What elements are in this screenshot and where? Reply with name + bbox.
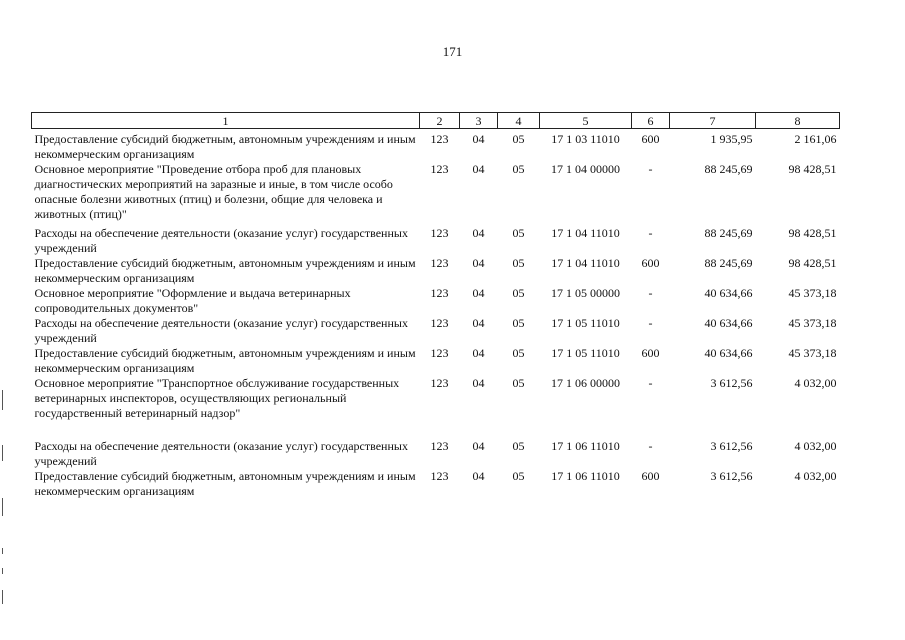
row-target-article: 17 1 04 11010: [551, 256, 620, 270]
header-row: [32, 113, 840, 129]
table-row: [32, 439, 840, 469]
table-row: [32, 376, 840, 439]
row-name: Основное мероприятие "Транспортное обслуживание государственных ветеринарных инспекторов, осуществляющих региональный государственный ветеринарный надзор": [34, 376, 400, 420]
row-amount-col7: 88 245,69: [704, 226, 753, 240]
row-amount-col7: 3 612,56: [710, 376, 753, 390]
row-name: Основное мероприятие "Оформление и выдача ветеринарных сопроводительных документов": [34, 286, 351, 315]
row-expense-type: -: [648, 162, 653, 176]
row-target-article: 17 1 06 00000: [551, 376, 620, 390]
row-subsection: 05: [512, 162, 525, 176]
row-section: 04: [472, 132, 485, 146]
row-amount-col8: 45 373,18: [788, 286, 837, 300]
row-amount-col7: 40 634,66: [704, 316, 753, 330]
table-header: [32, 113, 840, 129]
row-subsection: 05: [512, 439, 525, 453]
header-col-6: 6: [632, 113, 670, 129]
row-expense-type: 600: [641, 256, 660, 270]
row-amount-col7: 3 612,56: [710, 469, 753, 483]
row-section: 04: [472, 316, 485, 330]
row-expense-type: -: [648, 376, 653, 390]
row-amount-col8: 2 161,06: [794, 132, 837, 146]
header-col-5: 5: [540, 113, 632, 129]
row-amount-col7: 1 935,95: [710, 132, 753, 146]
row-target-article: 17 1 05 00000: [551, 286, 620, 300]
row-section: 04: [472, 439, 485, 453]
row-amount-col8: 4 032,00: [794, 469, 837, 483]
row-expense-type: 600: [641, 469, 660, 483]
row-amount-col8: 98 428,51: [788, 226, 837, 240]
row-section: 04: [472, 162, 485, 176]
table-row: [32, 129, 840, 163]
row-ministry-code: 123: [430, 469, 449, 483]
row-ministry-code: 123: [430, 376, 449, 390]
row-expense-type: -: [648, 286, 653, 300]
row-expense-type: -: [648, 439, 653, 453]
scan-edge-mark: [2, 390, 3, 410]
row-subsection: 05: [512, 376, 525, 390]
row-target-article: 17 1 05 11010: [551, 346, 620, 360]
table-row: [32, 469, 840, 499]
table-row: [32, 162, 840, 226]
table-row: [32, 346, 840, 376]
row-amount-col7: 88 245,69: [704, 162, 753, 176]
row-expense-type: 600: [641, 346, 660, 360]
header-col-8: 8: [756, 113, 840, 129]
row-target-article: 17 1 04 00000: [551, 162, 620, 176]
scan-edge-mark: [2, 568, 3, 574]
row-amount-col8: 4 032,00: [794, 439, 837, 453]
row-name: Предоставление субсидий бюджетным, автономным учреждениям и иным некоммерческим организациям: [34, 346, 416, 375]
row-ministry-code: 123: [430, 256, 449, 270]
row-amount-col7: 88 245,69: [704, 256, 753, 270]
scan-edge-mark: [2, 548, 3, 554]
row-target-article: 17 1 06 11010: [551, 439, 620, 453]
row-amount-col7: 40 634,66: [704, 346, 753, 360]
row-subsection: 05: [512, 286, 525, 300]
row-section: 04: [472, 226, 485, 240]
row-name: Предоставление субсидий бюджетным, автономным учреждениям и иным некоммерческим организациям: [34, 256, 416, 285]
row-section: 04: [472, 256, 485, 270]
budget-table: [31, 112, 840, 499]
row-target-article: 17 1 04 11010: [551, 226, 620, 240]
row-section: 04: [472, 469, 485, 483]
row-name: Основное мероприятие "Проведение отбора проб для плановых диагностических мероприятий на заразные и иные, в том числе особо опасные болезни животных (птиц) и болезни, общие для человека и животных (птиц)": [34, 162, 393, 221]
table-row: [32, 226, 840, 256]
row-subsection: 05: [512, 316, 525, 330]
table-row: [32, 256, 840, 286]
row-subsection: 05: [512, 256, 525, 270]
row-amount-col8: 98 428,51: [788, 162, 837, 176]
row-expense-type: -: [648, 226, 653, 240]
header-col-3: 3: [460, 113, 498, 129]
row-section: 04: [472, 346, 485, 360]
scan-edge-mark: [2, 498, 3, 516]
row-subsection: 05: [512, 226, 525, 240]
row-name: Расходы на обеспечение деятельности (оказание услуг) государственных учреждений: [34, 439, 408, 468]
row-name: Предоставление субсидий бюджетным, автономным учреждениям и иным некоммерческим организациям: [34, 132, 416, 161]
row-section: 04: [472, 286, 485, 300]
row-amount-col8: 98 428,51: [788, 256, 837, 270]
row-amount-col8: 45 373,18: [788, 316, 837, 330]
row-subsection: 05: [512, 346, 525, 360]
header-col-4: 4: [498, 113, 540, 129]
row-subsection: 05: [512, 469, 525, 483]
row-name: Предоставление субсидий бюджетным, автономным учреждениям и иным некоммерческим организациям: [34, 469, 416, 498]
page-number: 171: [442, 44, 463, 59]
scan-edge-mark: [2, 445, 3, 461]
row-name: Расходы на обеспечение деятельности (оказание услуг) государственных учреждений: [34, 316, 408, 345]
row-ministry-code: 123: [430, 346, 449, 360]
table-body: [32, 129, 840, 500]
header-col-7: 7: [670, 113, 756, 129]
row-ministry-code: 123: [430, 226, 449, 240]
row-expense-type: -: [648, 316, 653, 330]
row-ministry-code: 123: [430, 132, 449, 146]
row-amount-col7: 3 612,56: [710, 439, 753, 453]
row-expense-type: 600: [641, 132, 660, 146]
header-col-2: 2: [420, 113, 460, 129]
row-amount-col7: 40 634,66: [704, 286, 753, 300]
row-target-article: 17 1 05 11010: [551, 316, 620, 330]
row-target-article: 17 1 06 11010: [551, 469, 620, 483]
table-row: [32, 286, 840, 316]
table-row: [32, 316, 840, 346]
row-amount-col8: 45 373,18: [788, 346, 837, 360]
row-ministry-code: 123: [430, 439, 449, 453]
row-ministry-code: 123: [430, 162, 449, 176]
row-amount-col8: 4 032,00: [794, 376, 837, 390]
row-ministry-code: 123: [430, 316, 449, 330]
row-name: Расходы на обеспечение деятельности (оказание услуг) государственных учреждений: [34, 226, 408, 255]
row-subsection: 05: [512, 132, 525, 146]
header-col-1: 1: [32, 113, 420, 129]
row-ministry-code: 123: [430, 286, 449, 300]
scan-edge-mark: [2, 590, 3, 604]
row-target-article: 17 1 03 11010: [551, 132, 620, 146]
row-section: 04: [472, 376, 485, 390]
